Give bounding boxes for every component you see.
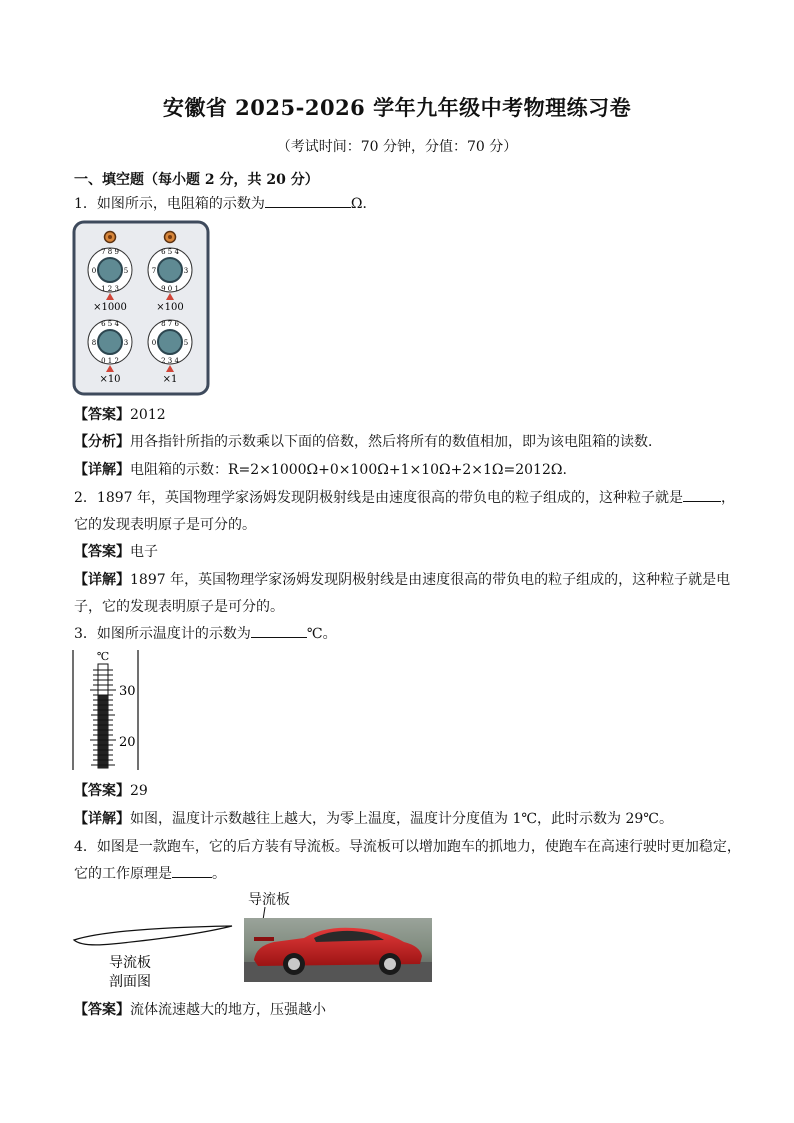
question-2-detail-cont: 子，它的发现表明原子是可分的。 [74, 599, 284, 615]
scale-label-30: 30 [119, 684, 136, 699]
answer-tag: 【答案】 [74, 783, 130, 799]
question-3-detail [74, 808, 673, 828]
svg-text:7 8 9: 7 8 9 [101, 248, 119, 256]
dial-x1000 [88, 248, 132, 313]
spoiler-label: 导流板 [248, 892, 290, 908]
svg-text:1 2 3: 1 2 3 [101, 285, 119, 293]
detail-tag: 【详解】 [74, 462, 130, 478]
thermometer-figure [70, 648, 146, 772]
answer-tag: 【答案】 [74, 1002, 130, 1018]
resistance-box-figure [72, 220, 210, 396]
answer-text: 电子 [130, 544, 158, 560]
svg-text:0: 0 [151, 339, 157, 347]
analysis-text: 用各指针所指的示数乘以下面的倍数，然后将所有的数值相加，即为该电阻箱的读数． [130, 434, 662, 450]
svg-text:0 1 2: 0 1 2 [101, 357, 119, 365]
answer-text: 2012 [130, 407, 166, 423]
answer-blank [251, 623, 307, 638]
question-2-answer [74, 541, 158, 561]
question-4-answer [74, 999, 326, 1019]
question-1-text: 1．如图所示，电阻箱的示数为 [74, 196, 265, 212]
exam-info: （考试时间：70 分钟，分值：70 分） [276, 139, 518, 155]
svg-text:5: 5 [123, 267, 129, 275]
question-2-detail [74, 569, 730, 589]
question-1-unit: Ω． [350, 196, 377, 212]
svg-text:2 3 4: 2 3 4 [161, 357, 179, 365]
svg-text:3: 3 [123, 339, 129, 347]
svg-text:8 7 6: 8 7 6 [161, 320, 179, 328]
sports-car-image [244, 918, 432, 982]
page-title: 安徽省 2025-2026 学年九年级中考物理练习卷 [162, 95, 632, 120]
question-1-stem [74, 193, 377, 213]
svg-text:6 5 4: 6 5 4 [101, 320, 119, 328]
question-4-stem-cont [74, 863, 226, 883]
question-2-text: 2．1897 年，英国物理学家汤姆发现阴极射线是由速度很高的带负电的粒子组成的，这种粒子就是 [74, 490, 683, 506]
detail-tag: 【详解】 [74, 572, 130, 588]
dial-multiplier: ×1 [162, 374, 178, 385]
scale-label-20: 20 [119, 735, 136, 750]
detail-text: 1897 年，英国物理学家汤姆发现阴极射线是由速度很高的带负电的粒子组成的，这种粒子就是电 [130, 572, 731, 588]
question-3-stem [74, 623, 337, 643]
question-3-text: 3．如图所示温度计的示数为 [74, 626, 251, 642]
dial-multiplier: ×10 [99, 374, 121, 385]
question-1-detail [74, 459, 567, 479]
detail-text: 电阻箱的示数：R=2×1000Ω+0×100Ω+1×10Ω+2×1Ω=2012Ω. [130, 462, 567, 478]
answer-text: 流体流速越大的地方，压强越小 [130, 1002, 326, 1018]
question-1-analysis [74, 431, 662, 451]
answer-blank [172, 863, 212, 878]
question-1-answer [74, 404, 166, 424]
answer-text: 29 [130, 783, 148, 799]
question-3-answer [74, 780, 148, 800]
section-heading: 一、填空题（每小题 2 分，共 20 分） [74, 172, 319, 188]
detail-text: 如图，温度计示数越往上越大，为零上温度，温度计分度值为 1℃，此时示数为 29℃。 [130, 811, 673, 827]
question-2-stem-cont: 它的发现表明原子是可分的。 [74, 517, 256, 533]
svg-text:7: 7 [151, 267, 157, 275]
question-4-text: 它的工作原理是 [74, 866, 172, 882]
question-3-unit: ℃。 [306, 626, 337, 642]
answer-tag: 【答案】 [74, 544, 130, 560]
svg-text:5: 5 [183, 339, 189, 347]
spoiler-cross-section [72, 920, 242, 990]
cross-section-label: 导流板 [109, 955, 151, 971]
svg-text:8: 8 [91, 339, 97, 347]
question-4-punct: 。 [212, 866, 226, 882]
question-2-punct: ， [720, 490, 735, 506]
question-2-stem [74, 487, 735, 507]
detail-tag: 【详解】 [74, 811, 130, 827]
svg-text:3: 3 [183, 267, 189, 275]
svg-text:0: 0 [91, 267, 97, 275]
question-4-stem: 4．如图是一款跑车，它的后方装有导流板。导流板可以增加跑车的抓地力，使跑车在高速行驶时更加稳定， [74, 839, 741, 855]
answer-tag: 【答案】 [74, 407, 130, 423]
dial-multiplier: ×1000 [93, 302, 127, 313]
analysis-tag: 【分析】 [74, 434, 130, 450]
answer-blank [265, 193, 351, 208]
svg-text:9 0 1: 9 0 1 [161, 285, 179, 293]
cross-section-caption: 剖面图 [109, 974, 151, 990]
svg-text:6 5 4: 6 5 4 [161, 248, 179, 256]
dial-multiplier: ×100 [156, 302, 184, 313]
liquid-column [98, 695, 108, 768]
unit-label: ℃ [96, 650, 110, 663]
answer-blank [683, 487, 721, 502]
